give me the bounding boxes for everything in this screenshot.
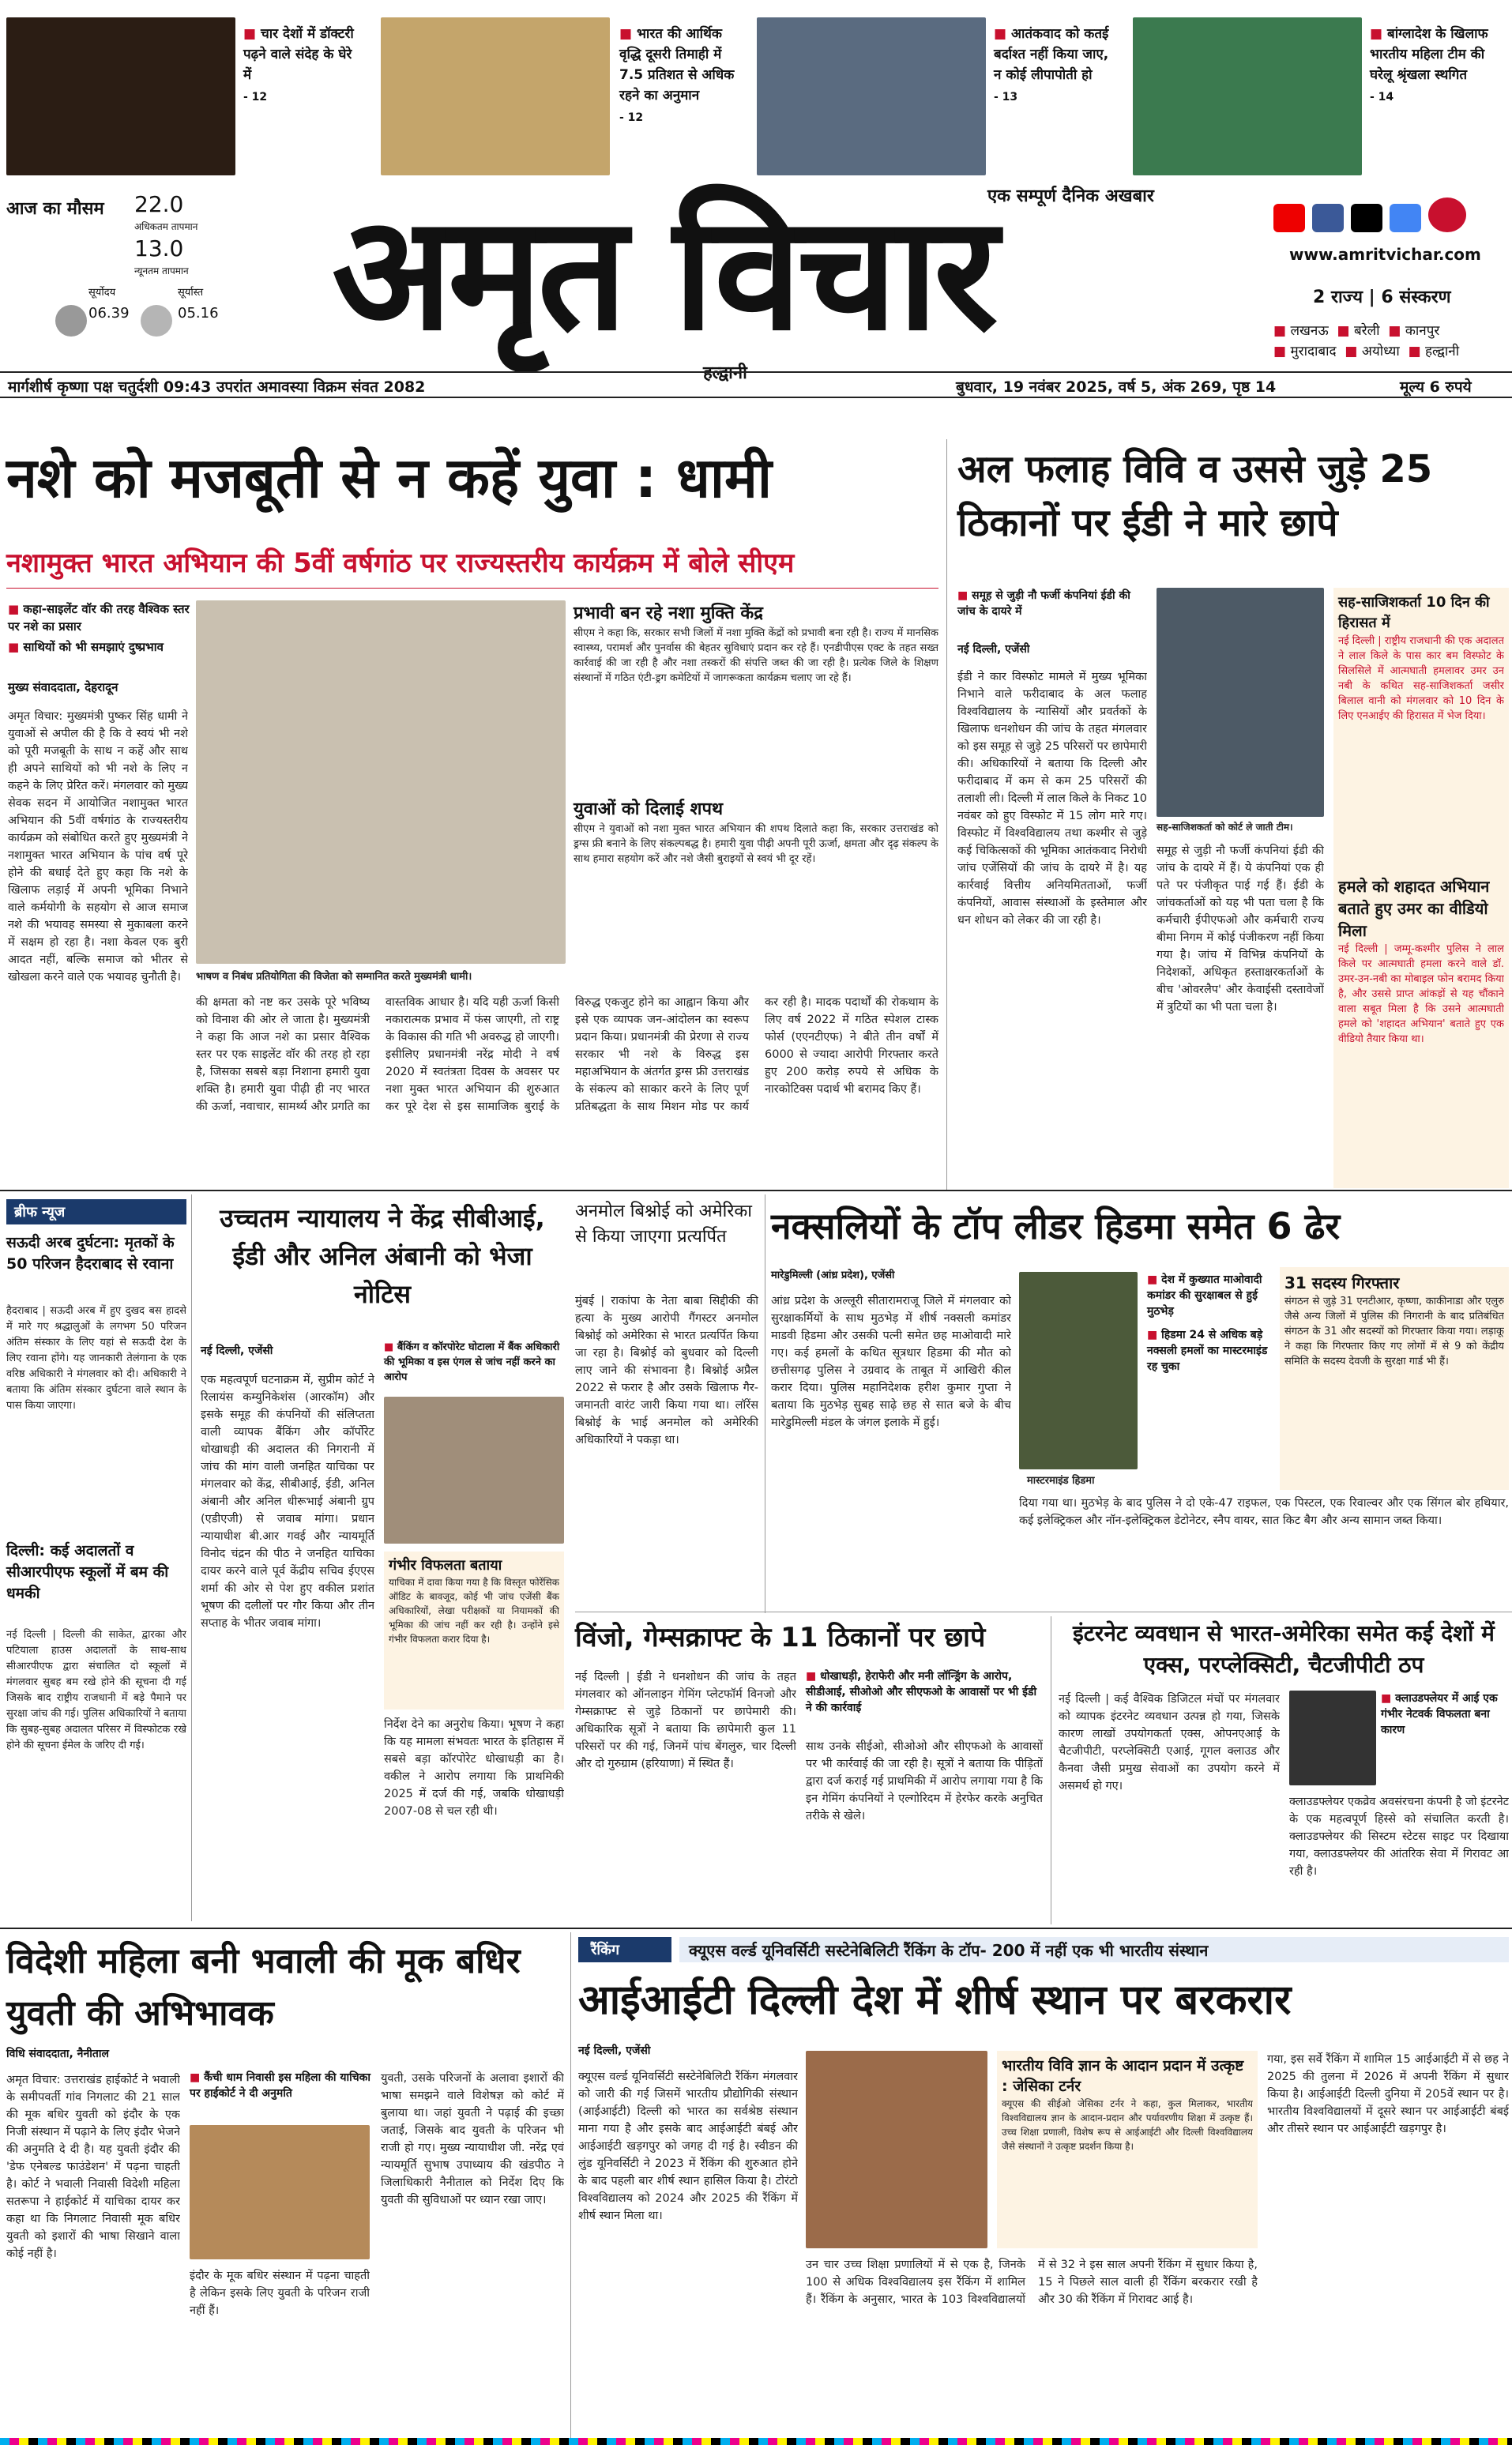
teaser-photo-coins	[381, 17, 610, 175]
anil-box-title: गंभीर विफलता बताया	[389, 1557, 502, 1574]
anil-byline: नई दिल्ली, एजेंसी	[201, 1345, 273, 1357]
moon-icon	[141, 305, 172, 337]
bhawali-caption: इंदौर के मूक बधिर संस्थान में पढ़ना चाहती है लेकिन इसके लिए युवती के परिजन राजी नहीं हैं।	[190, 2270, 370, 2317]
alfalah-point: ■ समूह से जुड़ी नौ फर्जी कंपनियां ईडी की जांच के दायरे में	[957, 588, 1147, 619]
naxal-box	[1280, 1267, 1509, 1490]
teaser-strip	[0, 0, 1512, 175]
teaser-3[interactable]: ■ आतंकवाद को कतई बर्दाश्त नहीं किया जाए, न कोई लीपापोती हो - 13	[994, 26, 1109, 103]
teaser-2[interactable]: ■ भारत की आर्थिक वृद्धि दूसरी तिमाही में 7.5 प्रतिशत से अधिक रहने का अनुमान - 12	[619, 26, 735, 124]
masthead-title: अमृत विचार	[332, 180, 994, 366]
naxal-box-title: 31 सदस्य गिरफ्तार	[1284, 1273, 1400, 1292]
anil-photo-court	[384, 1397, 564, 1544]
vinzo-body: नई दिल्ली | ईडी ने धनशोधन की जांच के तहत मंगलवार को ऑनलाइन गेमिंग प्लेटफॉर्म विनजो और गेम्सक्राफ्ट से जुड़े ठिकानों पर छापेमारी की। अधिकारिक सूत्रों ने बताया कि छापेमारी कुल 11 परिसरों पर की गई, जिनमें पांच बेंगलुरु, चार दिल्ली और दो गुरुग्राम (हरियाणा) में स्थित हैं।	[575, 1671, 796, 1770]
sidebar-title: सह-साजिशकर्ता 10 दिन की हिरासत में	[1338, 594, 1490, 631]
alfalah-byline: नई दिल्ली, एजेंसी	[957, 643, 1030, 656]
sunset-time: 05.16	[178, 305, 219, 322]
brief-1-title: सऊदी अरब दुर्घटना: मृतकों के 50 परिजन हैदराबाद से रवाना	[6, 1234, 175, 1273]
lead-headline: नशे को मजबूती से न कहें युवा : धामी	[6, 446, 773, 510]
anmol-body: मुंबई | राकांपा के नेता बाबा सिद्दीकी की हत्या के मुख्य आरोपी गैंगस्टर अनमोल बिश्नोई को अमेरिका से भारत प्रत्यर्पित किया जा रहा है। बिश्नोई को बुधवार को दिल्ली लाए जाने की संभावना है। बिश्नोई अप्रैल 2022 से फरार है और उसके खिलाफ गैर-जमानती वारंट जारी किया गया था। लॉरेंस बिश्नोई के भाई अनमोल को अमेरिकी अधिकारियों ने पकड़ा था।	[575, 1295, 758, 1446]
naxal-points	[1147, 1272, 1270, 1375]
bhawali-point: ■ कैंची धाम निवासी इस महिला की याचिका पर हाईकोर्ट ने दी अनुमति	[190, 2070, 371, 2101]
youtube-icon[interactable]	[1273, 204, 1305, 232]
vinzo-body-2: साथ उनके सीईओ, सीओओ और सीएफओ के आवासों पर भी कार्रवाई की जा रही है। सूत्रों ने बताया कि पीड़ितों द्वारा दर्ज कराई गई प्राथमिकी में आरोप लगाया गया है कि इन गेमिंग कंपनियों ने एल्गोरिदम में हेरफेर करके अनुचित तरीके से खेले।	[806, 1740, 1043, 1822]
temp-max-label: अधिकतम तापमान	[134, 221, 198, 232]
anil-body: एक महत्वपूर्ण घटनाक्रम में, सुप्रीम कोर्ट ने रिलायंस कम्युनिकेशंस (आरकॉम) और इसके समूह की कंपनियों की संलिप्तता वाली व्यापक बैंकिंग और कॉर्पोरेट धोखाधड़ी की अदालत की निगरानी में जांच की मांग वाली जनहित याचिका पर मंगलवार को केंद्र, सीबीआई, ईडी, अनिल अंबानी और अनिल धीरूभाई अंबानी ग्रुप (एडीएजी) से जवाब मांगा। प्रधान न्यायाधीश बी.आर गवई और न्यायमूर्ति विनोद चंद्रन की पीठ ने जनहित याचिका दायर करने वाले पूर्व केंद्रीय सचिव ईएएस शर्मा की ओर से पेश हुए वकील प्रशांत भूषण की दलीलों पर गौर किया और तीन सप्ताह के भीतर जवाब मांगा।	[201, 1374, 374, 1630]
sidebar-title-2: हमले को शहादत अभियान बताते हुए उमर का वीडियो मिला	[1338, 877, 1490, 940]
edition-cities: ■ लखनऊ ■ बरेली ■ कानपुर ■ मुरादाबाद ■ अयोध्या ■ हल्द्वानी	[1273, 323, 1460, 359]
ranking-byline: नई दिल्ली, एजेंसी	[578, 2044, 651, 2057]
anil-point: ■ बैंकिंग व कॉरपोरेट घोटाला में बैंक अधिकारी की भूमिका व इस एंगल से जांच नहीं करने का आरोप	[384, 1340, 564, 1385]
lead-point-1: ■ कहा-साइलेंट वॉर की तरह वैश्विक स्तर पर नशे का प्रसार	[8, 600, 190, 635]
teaser-photo-minister	[757, 17, 986, 175]
bhawali-byline: विधि संवाददाता, नैनीताल	[6, 2048, 109, 2060]
color-registration-strip	[0, 2438, 1512, 2445]
teaser-photo-cricket	[1133, 17, 1362, 175]
ranking-photo-iit	[806, 2051, 987, 2248]
ranking-banner: क्यूएस वर्ल्ड यूनिवर्सिटी सस्टेनेबिलिटी रैंकिंग के टॉप- 200 में नहीं एक भी भारतीय संस्थान	[679, 1937, 1509, 1962]
naxal-body-2: दिया गया था। मुठभेड़ के बाद पुलिस ने दो एके-47 राइफल, एक पिस्टल, एक रिवाल्वर और एक सिंगल बोर हथियार, कई इलेक्ट्रिकल और नॉन-इलेक्ट्रिकल डेटोनेटर, स्नैप वायर, सात किट बैग और अन्य सामान जब्त किया।	[1019, 1497, 1509, 1527]
anil-box-body: याचिका में दावा किया गया है कि विस्तृत फोरेंसिक ऑडिट के बावजूद, कोई भी जांच एजेंसी बैंक अधिकारियों, लेखा परीक्षकों या नियामकों की भूमिका की जांच नहीं कर रही है। उन्होंने इसे गंभीर विफलता करार दिया है।	[389, 1577, 559, 1645]
lead-box-2-title: युवाओं को दिलाई शपथ	[574, 799, 724, 819]
naxal-photo-caption: मास्टरमाइंड हिडमा	[1027, 1475, 1095, 1487]
weather-box	[0, 186, 237, 376]
panchang: मार्गशीर्ष कृष्णा पक्ष चतुर्दशी 09:43 उपरांत अमावस्या विक्रम संवत 2082	[8, 378, 426, 396]
lead-body-1: अमृत विचार: मुख्यमंत्री पुष्कर सिंह धामी ने युवाओं से अपील की है कि वे स्वयं भी नशे को पूरी मजबूती के साथ न कहें और साथ ही अपने साथियों को भी नशे के लिए न कहने के लिए प्रेरित करें। मंगलवार को मुख्य सेवक सदन में आयोजित नशामुक्त भारत अभियान की 5वीं वर्षगांठ के राज्यस्तरीय कार्यक्रम को संबोधित करते हुए मुख्यमंत्री ने नशामुक्त भारत अभियान के पांच वर्ष पूरे होने की बधाई देते हुए कहा कि नशे के खिलाफ लड़ाई में अपनी भूमिका निभाने वाले कर्मयोगी के सहयोग से आज समाज नशे की भयावह समस्या से मुकाबला करने में सक्षम हो रहा है। नशा केवल एक बुरी आदत नहीं, बल्कि समाज को भीतर से खोखला करने वाले एक भयावह चुनौती है।	[8, 710, 188, 984]
vinzo-point: ■ धोखाधड़ी, हेराफेरी और मनी लॉन्ड्रिंग के आरोप, सीडीआई, सीओओ और सीएफओ के आवासों पर भी ईडी ने की कार्रवाई	[806, 1668, 1043, 1716]
naxal-point-2: ■ हिडमा 24 से अधिक बड़े नक्सली हमलों का मास्टरमाइंड रह चुका	[1147, 1327, 1270, 1375]
sunrise-time: 06.39	[88, 305, 130, 322]
alfalah-sidebar	[1333, 588, 1509, 1188]
bhawali-body-2: युवती, उसके परिजनों के अलावा इशारों की भाषा समझने वाले विशेषज्ञ को कोर्ट में बुलाया था। जहां युवती ने पढ़ाई की इच्छा जताई, जिसके बाद युवती के परिजन भी राजी हो गए। मुख्य न्यायाधीश जी. नरेंद्र एवं न्यायमूर्ति सुभाष उपाध्याय की खंडपीठ ने जिलाधिकारी नैनीताल को निर्देश दिए कि युवती की सुविधाओं पर ध्यान रखा जाए।	[381, 2072, 564, 2206]
teaser-4[interactable]: ■ बांग्लादेश के खिलाफ भारतीय महिला टीम की घरेलू श्रृंखला स्थगित - 14	[1370, 26, 1488, 103]
brief-2-title: दिल्ली: कई अदालतों व सीआरपीएफ स्कूलों में बम की धमकी	[6, 1542, 169, 1602]
alfalah-body-2: समूह से जुड़ी नौ फर्जी कंपनियां ईडी की जांच के दायरे में हैं। ये कंपनियां एक ही पते पर पंजीकृत पाई गई हैं। ईडी के जांचकर्ताओं को यह भी पता चला है कि कर्मचारी ईपीएफओ और कर्मचारी राज्य बीमा निगम में कोई पंजीकरण नहीं किया गया है। जांच में विभिन्न कंपनियों के निदेशकों, अधिकृत हस्ताक्षरकर्ताओं के बीच 'ओवरलैप' और केवाईसी दस्तावेजों में त्रुटियों का भी पता चला है।	[1157, 844, 1324, 1014]
naxal-photo	[1019, 1272, 1138, 1469]
lead-photo-caption: भाषण व निबंध प्रतियोगिता की विजेता को सम्मानित करते मुख्यमंत्री धामी।	[196, 971, 472, 983]
facebook-icon[interactable]	[1312, 204, 1344, 232]
internet-body-2: क्लाउडफ्लेयर एकव्रेव अवसंरचना कंपनी है जो इंटरनेट के एक महत्वपूर्ण हिस्से को संचालित करती है। क्लाउडफ्लेयर की सिस्टम स्टेटस साइट पर दिखाया गया, क्लाउडफ्लेयर की आंतरिक सेवा में गिरावट आ रही है।	[1289, 1796, 1509, 1878]
lead-points	[8, 600, 190, 656]
masthead-tagline: एक सम्पूर्ण दैनिक अखबार	[987, 186, 1154, 206]
temp-max: 22.0	[134, 191, 184, 217]
lead-photo	[196, 600, 566, 964]
brief-1-body: हैदराबाद | सऊदी अरब में हुए दुखद बस हादसे में मारे गए श्रद्धालुओं के लगभग 50 परिजन अंतिम संस्कार के लिए यहां से सऊदी देश के लिए रवाना होंगे। यह जानकारी तेलंगाना के एक वरिष्ठ अधिकारी ने मंगलवार को दी। अधिकारी ने बताया कि अंतिम संस्कार दुर्घटना वाले स्थान के पास किया जाएगा।	[6, 1305, 186, 1412]
dateline-bar	[0, 371, 1512, 398]
briefs-label: ब्रीफ न्यूज	[6, 1199, 186, 1224]
social-icons	[1273, 197, 1503, 231]
lead-box-1-title: प्रभावी बन रहे नशा मुक्ति केंद्र	[574, 604, 763, 623]
ranking-headline: आईआईटी दिल्ली देश में शीर्ष स्थान पर बरकरार	[578, 1977, 1292, 2024]
ranking-box-title: भारतीय विवि ज्ञान के आदान प्रदान में उत्कृष्ट : जेसिका टर्नर	[1002, 2057, 1244, 2095]
website-link[interactable]: www.amritvichar.com	[1289, 245, 1481, 264]
sidebar-body: नई दिल्ली | राष्ट्रीय राजधानी की एक अदालत ने लाल किले के पास कार बम विस्फोट के सिलसिले में आत्मघाती हमलावर उमर उन नबी के कथित सह-साजिशकर्ता जसीर बिलाल वानी को मंगलवार को 10 दिन के लिए एनआईए की हिरासत में भेज दिया।	[1338, 635, 1504, 722]
sunrise-icon	[55, 305, 87, 337]
lead-byline: मुख्य संवाददाता, देहरादून	[8, 680, 118, 694]
anil-body-2: निर्देश देने का अनुरोध किया। भूषण ने कहा कि यह मामला संभवतः भारत के इतिहास में सबसे बड़ा कॉरपोरेट धोखाधड़ी का है। वकील ने आरोप लगाया कि प्राथमिकी 2025 में दर्ज की गई, जबकि धोखाधड़ी 2007-08 से चल रही थी।	[384, 1718, 564, 1818]
brief-2-body: नई दिल्ली | दिल्ली की साकेत, द्वारका और पटियाला हाउस अदालतों के साथ-साथ सीआरपीएफ द्वारा संचालित दो स्कूलों में मंगलवार सुबह बम रखे होने की सूचना दी गई जिसके बाद राष्ट्रीय राजधानी में बड़े पैमाने पर सुरक्षा जांच की गई। पुलिस अधिकारियों ने बताया कि सुबह-सुबह अदालत परिसर में विस्फोटक रखे होने की सूचना ईमेल के जरिए दी गई।	[6, 1629, 186, 1751]
price: मूल्य 6 रुपये	[1400, 378, 1472, 396]
anmol-headline: अनमोल बिश्नोई को अमेरिका से किया जाएगा प्रत्यर्पित	[575, 1202, 752, 1247]
editions: 2 राज्य | 6 संस्करण	[1313, 288, 1451, 307]
ranking-body-2: उन चार उच्च शिक्षा प्रणालियों में से एक है, जिनके 100 से अधिक विश्वविद्यालय इस रैंकिंग में शामिल हैं। रैंकिंग के अनुसार, भारत के 103 विश्वविद्यालयों में से 32 ने इस साल अपनी रैंकिंग में सुधार किया है, 15 ने पिछले साल वाली ही रैंकिंग बरकरार रखी है और 30 की रैंकिंग में गिरावट आई है।	[806, 2259, 1258, 2306]
microphone-icon	[1428, 197, 1466, 232]
alfalah-photo	[1157, 588, 1324, 817]
alfalah-headline: अल फलाह विवि व उससे जुड़े 25 ठिकानों पर ईडी ने मारे छापे	[957, 447, 1433, 545]
alfalah-body: ईडी ने कार विस्फोट मामले में मुख्य भूमिका निभाने वाले फरीदाबाद के अल फलाह विश्वविद्यालय के न्यासियों और प्रवर्तकों के खिलाफ धनशोधन की जांच के तहत मंगलवार को इस समूह से जुड़े 25 परिसरों पर छापेमारी की। अधिकारियों ने बताया कि दिल्ली और फरीदाबाद में कम से कम 25 परिसरों की तलाशी ली। दिल्ली में लाल किले के निकट 10 नवंबर को हुए विस्फोट में 15 लोग मारे गए। विस्फोट में विश्वविद्यालय तथा कश्मीर से जुड़े कई चिकित्सकों की भूमिका आतंकवाद निरोधी जांच एजेंसियों की जांच के दायरे में है। यह कार्रवाई वित्तीय अनियमितताओं, फर्जी कंपनियों, आवास संस्थाओं के इस्तेमाल और धन शोधन को लेकर की जा रही है।	[957, 671, 1147, 927]
internet-point: ■ क्लाउडफ्लेयर में आई एक गंभीर नेटवर्क विफलता बना कारण	[1381, 1691, 1509, 1738]
ranking-label: रैंकिंग	[578, 1937, 671, 1962]
sunrise-label: सूर्योदय	[88, 287, 116, 299]
ranking-box-body: क्यूएस की सीईओ जेसिका टर्नर ने कहा, कुल मिलाकर, भारतीय विश्वविद्यालय ज्ञान के आदान-प्रदान और पर्यावरणीय शिक्षा में उत्कृष्ट हैं। उच्च शिक्षा प्रणाली, विशेष रूप से आईआईटी और दिल्ली विश्वविद्यालय जैसे संस्थानों ने उत्कृष्ट प्रदर्शन किया है।	[1002, 2098, 1253, 2152]
ranking-body: क्यूएस वर्ल्ड यूनिवर्सिटी सस्टेनेबिलिटी रैंकिंग मंगलवार को जारी की गई जिसमें भारतीय प्रौद्योगिकी संस्थान (आईआईटी) दिल्ली को भारत का सर्वश्रेष्ठ संस्थान माना गया है और इसके बाद आईआईटी बंबई और आईआईटी खड़गपुर को जगह दी गई है। स्वीडन की लुंड यूनिवर्सिटी ने 2023 में रैंकिंग की शुरुआत होने के बाद पहली बार शीर्ष स्थान हासिल किया है। टोरंटो विश्वविद्यालय को 2024 और 2025 की रैंकिंग में शीर्ष स्थान मिला था।	[578, 2071, 798, 2222]
anil-box	[384, 1552, 564, 1710]
teaser-photo-fire	[6, 17, 235, 175]
lead-box-2-body: सीएम ने युवाओं को नशा मुक्त भारत अभियान की शपथ दिलाते कहा कि, सरकार उत्तराखंड को ड्रग्स फ्री बनाने के लिए संकल्पबद्ध है। हमारी युवा पीढ़ी अपनी पूरी ऊर्जा, क्षमता और दृढ़ संकल्प के साथ हमारा सहयोग करें और नशे जैसी बुराइयों से स्वयं भी दूर रहें।	[574, 823, 938, 865]
anil-headline: उच्चतम न्यायालय ने केंद्र सीबीआई, ईडी और अनिल अंबानी को भेजा नोटिस	[220, 1203, 545, 1309]
bhawali-body: अमृत विचार: उत्तराखंड हाईकोर्ट ने भवाली के समीपवर्ती गांव निगलाट की 21 साल की मूक बधिर युवती को इंदौर के एक निजी संस्थान में पढ़ाने के लिए इंदौर भेजने की अनुमति दे दी है। यह युवती इंदौर की 'डेफ एनेबल्ड फाउंडेशन' में पढ़ना चाहती है। कोर्ट ने भवाली निवासी विदेशी महिला सतरूपा ने हाईकोर्ट में याचिका दायर कर कहा था कि निगलाट निवासी मूक बधिर युवती को इशारों की भाषा सिखाने वाला कोई नहीं है।	[6, 2074, 180, 2260]
lead-subhead: नशामुक्त भारत अभियान की 5वीं वर्षगांठ पर राज्यस्तरीय कार्यक्रम में बोले सीएम	[6, 547, 795, 579]
internet-headline: इंटरनेट व्यवधान से भारत-अमेरिका समेत कई देशों में एक्स, परप्लेक्सिटी, चैटजीपीटी ठप	[1073, 1620, 1495, 1678]
lead-point-2: ■ साथियों को भी समझाएं दुष्प्रभाव	[8, 638, 190, 656]
sidebar-body-2: नई दिल्ली | जम्मू-कश्मीर पुलिस ने लाल किले पर आत्मघाती हमला करने वाले डॉ. उमर-उन-नबी का मोबाइल फोन बरामद किया है, और उससे प्राप्त आंकड़ों से यह चौंकाने वाला सबूत मिला है कि उसने आत्मघाती हमले को 'शहादत अभियान' बताते हुए एक वीडियो तैयार किया था।	[1338, 943, 1504, 1045]
naxal-point-1: ■ देश में कुख्यात माओवादी कमांडर की सुरक्षाबल से हुई मुठभेड़	[1147, 1272, 1270, 1319]
naxal-body: आंध्र प्रदेश के अल्लूरी सीतारामराजू जिले में मंगलवार को सुरक्षाकर्मियों के साथ मुठभेड़ में शीर्ष नक्सली कमांडर माडवी हिडमा और उसकी पत्नी समेत छह माओवादी मारे गए। कई हमलों के कथित सूत्रधार हिडमा की मौत को छत्तीसगढ़ पुलिस ने उग्रवाद के ताबूत में आखिरी कील करार दिया। पुलिस महानिदेशक हरीश कुमार गुप्ता ने बताया कि मुठभेड़ सुबह साढ़े छह से सात बजे के बीच मारेडुमिल्ली मंडल के जंगल इलाके में हुई।	[771, 1295, 1011, 1429]
issue-date: बुधवार, 19 नवंबर 2025, वर्ष 5, अंक 269, पृष्ठ 14	[956, 378, 1277, 396]
sunset-label: सूर्यास्त	[178, 287, 204, 299]
lead-box-1-body: सीएम ने कहा कि, सरकार सभी जिलों में नशा मुक्ति केंद्रों को प्रभावी बना रही है। राज्य में मानसिक स्वास्थ्य, परामर्श और पुनर्वास की बेहतर सुविधाएं प्रदान कर रहे हैं। एनडीपीएस एक्ट के तहत सख्त कार्रवाई की जा रही है और नशा तस्करों की संपत्ति जब्त की जा रही है। प्रत्येक जिले के शिक्षण संस्थानों में गठित एंटी-ड्रग कमेटियों में जागरूकता कार्यक्रम चलाए जा रहे हैं।	[574, 627, 938, 684]
bhawali-headline: विदेशी महिला बनी भवाली की मूक बधिर युवती की अभिभावक	[6, 1941, 521, 2033]
vinzo-headline: विंजो, गेम्सक्राफ्ट के 11 ठिकानों पर छापे	[575, 1622, 986, 1653]
internet-photo	[1289, 1691, 1376, 1785]
weather-title: आज का मौसम	[6, 199, 104, 219]
lead-body-2: की क्षमता को नष्ट कर उसके पूरे भविष्य को विनाश की ओर ले जाता है। मुख्यमंत्री ने कहा कि आज नशे का प्रसार वैश्विक स्तर पर एक साइलेंट वॉर की तरह हो रहा है, जिसका सबसे बड़ा निशाना हमारी युवा शक्ति है। हमारी युवा पीढ़ी ही नए भारत की ऊर्जा, नवाचार, सामर्थ्य और प्रगति का वास्तविक आधार है। यदि यही ऊर्जा किसी नकारात्मक प्रभाव में फंस जाएगी, तो राष्ट्र के विकास की गति भी अवरुद्ध हो जाएगी। इसीलिए प्रधानमंत्री नरेंद्र मोदी ने वर्ष 2020 में स्वतंत्रता दिवस के अवसर पर नशा मुक्त भारत अभियान की शुरुआत कर पूरे देश से इस सामाजिक बुराई के विरुद्ध एकजुट होने का आह्वान किया और इसे एक व्यापक जन-आंदोलन का स्वरूप प्रदान किया। प्रधानमंत्री की प्रेरणा से राज्य सरकार भी नशे के विरुद्ध इस महाअभियान के अंतर्गत ड्रग्स फ्री उत्तराखंड के संकल्प को साकार करने के लिए पूर्ण प्रतिबद्धता के साथ मिशन मोड पर कार्य कर रही है। मादक पदार्थों की रोकथाम के लिए वर्ष 2022 में गठित स्पेशल टास्क फोर्स (एएनटीएफ) ने बीते तीन वर्षों में 6000 से ज्यादा आरोपी गिरफ्तार करते हुए 200 करोड़ रुपये से अधिक के नारकोटिक्स पदार्थ भी बरामद किए हैं।	[196, 996, 938, 1113]
ranking-body-3: गया, इस सर्वे रैंकिंग में शामिल 15 आईआईटी में से छह ने 2025 की तुलना में 2026 में अपनी रैंकिंग में सुधार किया है। आईआईटी दिल्ली दुनिया में 205वें स्थान पर है। भारतीय विश्वविद्यालयों में दूसरे स्थान पर आईआईटी बंबई और तीसरे स्थान पर आईआईटी खड़गपुर है।	[1267, 2053, 1509, 2135]
lead-box-1	[574, 602, 938, 972]
temp-min-label: न्यूनतम तापमान	[134, 265, 189, 276]
masthead-city: हल्द्वानी	[703, 363, 747, 383]
naxal-box-body: संगठन से जुड़े 31 एनटीआर, कृष्णा, काकीनाडा और एलुरु जैसे अन्य जिलों में पुलिस की निगरानी के बाद प्रतिबंधित संगठन के 31 और सदस्यों को गिरफ्तार किया गया। लड़ाकू ने कहा कि गिरफ्तार किए गए लोगों में से 9 को केंद्रीय समिति के सदस्य देवजी के सुरक्षा गार्ड भी हैं।	[1284, 1296, 1504, 1367]
naxal-headline: नक्सलियों के टॉप लीडर हिडमा समेत 6 ढेर	[771, 1205, 1341, 1247]
bhawali-photo	[190, 2125, 370, 2259]
x-icon[interactable]	[1351, 204, 1382, 232]
teaser-1[interactable]: ■ चार देशों में डॉक्टरी पढ़ने वाले संदेह के घेरे में - 12	[243, 26, 354, 103]
temp-min: 13.0	[134, 235, 184, 261]
naxal-byline: मारेडुमिल्ली (आंध्र प्रदेश), एजेंसी	[771, 1270, 895, 1281]
internet-body: नई दिल्ली | कई वैश्विक डिजिटल मंचों पर मंगलवार को व्यापक इंटरनेट व्यवधान उत्पन्न हो गया, जिसके कारण लाखों उपयोगकर्ता एक्स, ओपनएआई के चैटजीपीटी, परप्लेक्सिटी एआई, गूगल क्लाउड और कैनवा जैसी प्रमुख सेवाओं का उपयोग करने में असमर्थ हो गए।	[1059, 1693, 1280, 1792]
alfalah-photo-caption: सह-साजिशकर्ता को कोर्ट ले जाती टीम।	[1157, 822, 1293, 833]
ranking-box	[997, 2051, 1258, 2248]
google-icon[interactable]	[1390, 204, 1421, 232]
